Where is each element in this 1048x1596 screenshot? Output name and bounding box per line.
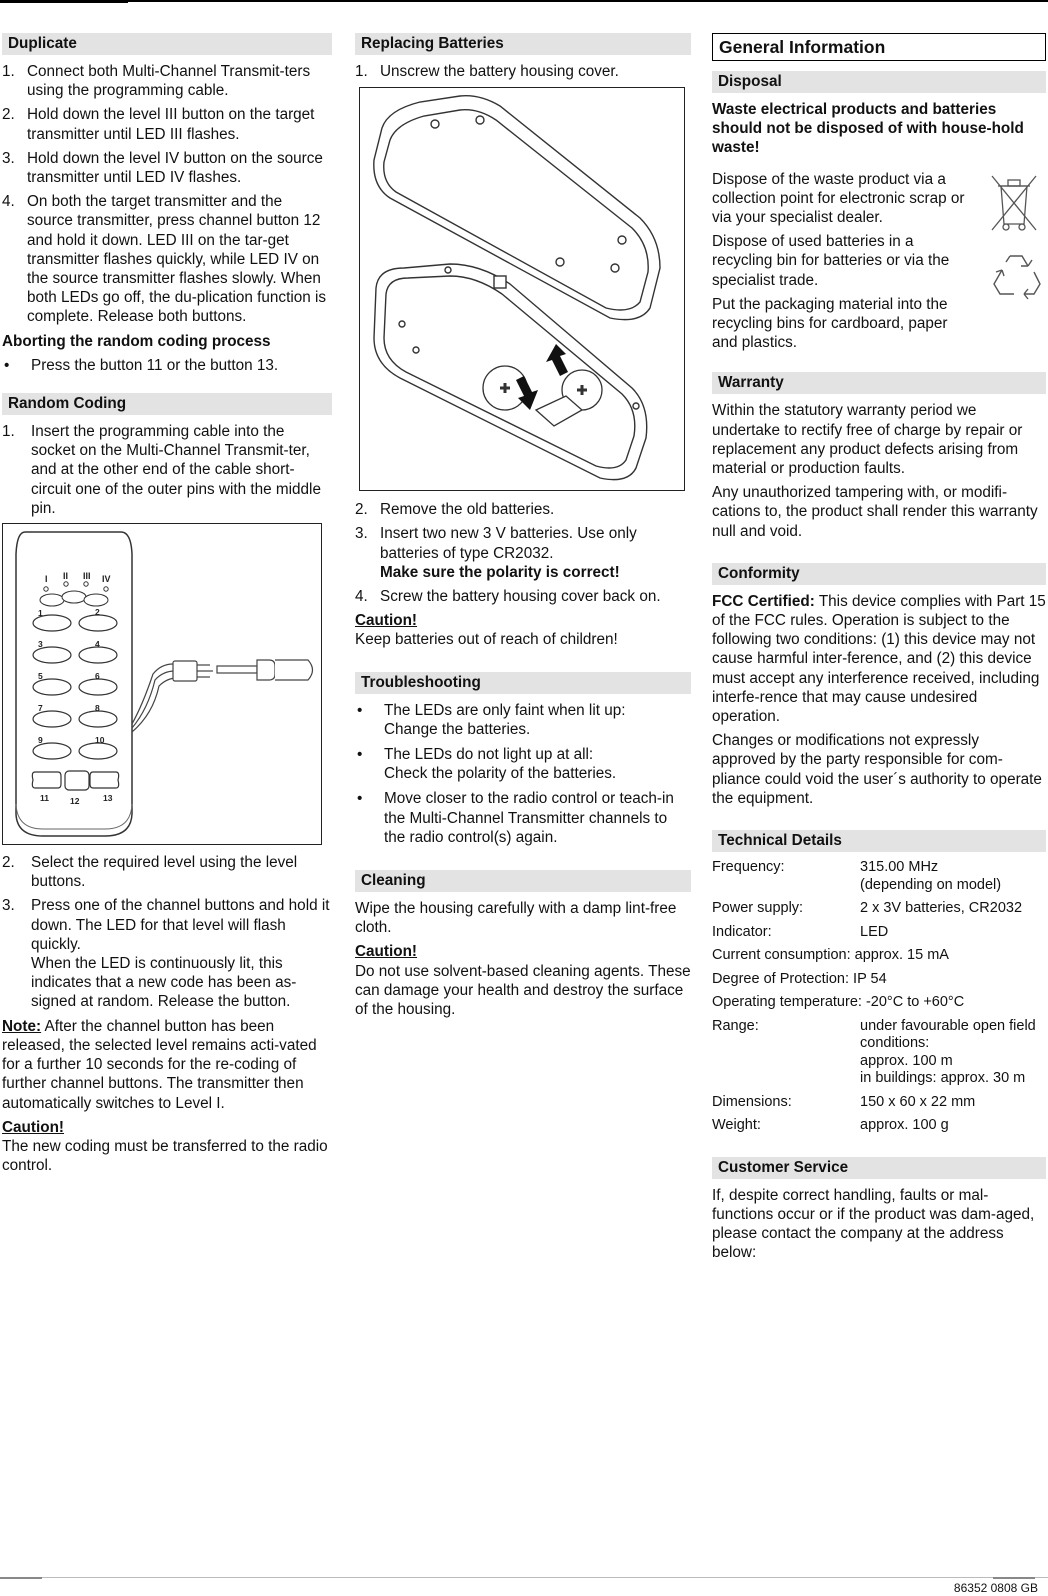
programming-cable-icon bbox=[132, 660, 313, 732]
list-item: • The LEDs do not light up at all: Check the polarity of the batteries. bbox=[357, 746, 617, 783]
section-title-customer-service: Customer Service bbox=[712, 1157, 1046, 1179]
section-title-cleaning: Cleaning bbox=[355, 870, 691, 892]
channel-button-8 bbox=[79, 711, 117, 727]
battery-steps-2 bbox=[355, 500, 691, 606]
footer-rule bbox=[0, 1577, 1048, 1578]
list-item: 3. Hold down the level IV button on the source transmitter until LED IV flashes. bbox=[2, 149, 323, 187]
fcc-paragraph: FCC Certified: This device complies with Part 15 of the FCC rules. Operation is subject to the following two conditions: (1) this device may not cause harmful inter-ference, and (2) this device must accept any interference received, including interfe-rence that may cause undesired operation. bbox=[712, 592, 1046, 726]
list-item: 2. Hold down the level III button on the target transmitter until LED III flashes. bbox=[2, 106, 315, 143]
battery-housing-illustration bbox=[360, 88, 684, 490]
caution-paragraph: Caution! Keep batteries out of reach of children! bbox=[355, 612, 618, 649]
button-label: 5 bbox=[38, 671, 43, 682]
list-item: 2. Select the required level using the level buttons. bbox=[2, 854, 298, 891]
channel-button-2 bbox=[79, 615, 117, 631]
disposal-text-2: Dispose of used batteries in a recycling bin for batteries or via the specialist trade. bbox=[712, 233, 950, 289]
list-item: • Press the button 11 or the button 13. bbox=[4, 356, 279, 374]
footer-rule-accent bbox=[993, 1577, 1035, 1579]
technical-table bbox=[712, 859, 1046, 947]
button-label: 9 bbox=[38, 735, 43, 746]
led-i-icon bbox=[44, 587, 48, 591]
button-label: 8 bbox=[95, 703, 100, 714]
level-button-ii bbox=[62, 591, 86, 603]
random-steps-2 bbox=[2, 853, 332, 1012]
caution-paragraph: Caution! Do not use solvent-based cleaning agents. These can damage your health and destroy the surface of the housing. bbox=[355, 943, 691, 1019]
list-item: 3. Press one of the channel buttons and hold it down. The LED for that level will flash quickly. When the LED is continuously lit, this indicates that a new code has been as-signed at random. Release the button. bbox=[2, 897, 330, 1011]
channel-button-9 bbox=[33, 743, 71, 759]
column-2 bbox=[355, 33, 691, 1024]
level-label: IV bbox=[102, 574, 111, 585]
column-3 bbox=[712, 33, 1046, 1267]
led-iii-icon bbox=[84, 582, 88, 586]
cleaning-text: Wipe the housing carefully with a damp lint-free cloth. bbox=[355, 900, 677, 937]
table-row: Indicator: LED bbox=[712, 923, 889, 940]
level-label: I bbox=[45, 574, 48, 585]
customer-service-text: If, despite correct handling, faults or mal-functions occur or if the product was dam-aged, please contact the company at the address below: bbox=[712, 1186, 1035, 1262]
disposal-text-1: Dispose of the waste product via a collection point for electronic scrap or via your specialist dealer. bbox=[712, 170, 965, 227]
button-label: 6 bbox=[95, 671, 100, 682]
button-label: 12 bbox=[70, 796, 80, 807]
section-title-conformity: Conformity bbox=[712, 563, 1046, 585]
crossed-bin-icon bbox=[984, 172, 1044, 234]
abort-heading: Aborting the random coding process bbox=[2, 332, 271, 350]
channel-button-12 bbox=[65, 771, 89, 790]
channel-button-3 bbox=[33, 647, 71, 663]
button-label: 7 bbox=[38, 703, 43, 714]
button-label: 11 bbox=[40, 793, 49, 804]
level-button-i bbox=[40, 594, 64, 606]
table-row: Power supply: 2 x 3V batteries, CR2032 bbox=[712, 900, 1023, 917]
disposal-text-3: Put the packaging material into the recycling bins for cardboard, paper and plastics. bbox=[712, 295, 948, 352]
channel-button-4 bbox=[79, 647, 117, 663]
column-1 bbox=[2, 33, 332, 1180]
troubleshooting-list bbox=[355, 701, 691, 847]
duplicate-steps bbox=[2, 62, 332, 327]
led-ii-icon bbox=[64, 582, 68, 586]
warranty-text-2: Any unauthorized tampering with, or modifi-cations to, the product shall render this warranty null and void. bbox=[712, 484, 1038, 540]
list-item: 1. Unscrew the battery housing cover. bbox=[355, 63, 619, 80]
channel-button-6 bbox=[79, 679, 117, 695]
battery-figure bbox=[359, 87, 685, 491]
operating-temperature: Operating temperature: -20°C to +60°C bbox=[712, 994, 965, 1011]
list-item: 1. Connect both Multi-Channel Transmit-ters using the programming cable. bbox=[2, 63, 311, 100]
footer-rule-accent bbox=[0, 1577, 42, 1579]
general-information-title: General Information bbox=[712, 33, 1046, 61]
channel-button-11 bbox=[32, 772, 61, 788]
top-rule bbox=[0, 0, 1048, 2]
list-item: • Move closer to the radio control or teach-in the Multi-Channel Transmitter channels to the radio control(s) again. bbox=[357, 790, 674, 846]
table-row: Dimensions: 150 x 60 x 22 mm bbox=[712, 1093, 976, 1110]
abort-list bbox=[2, 356, 332, 375]
list-item: 3. Insert two new 3 V batteries. Use only batteries of type CR2032. Make sure the polarity is correct! bbox=[355, 525, 637, 581]
disposal-warning: Waste electrical products and batteries should not be disposed of with house-hold waste! bbox=[712, 101, 1024, 157]
button-label: 10 bbox=[95, 735, 105, 746]
table-row: Range: under favourable open field conditions: approx. 100 m in buildings: approx. 30 m bbox=[712, 1017, 1036, 1087]
battery-steps-1 bbox=[355, 62, 691, 81]
warranty-text-1: Within the statutory warranty period we undertake to rectify free of charge by repair or replacement any product defects arising from material or production faults. bbox=[712, 402, 1023, 478]
section-title-technical: Technical Details bbox=[712, 830, 1046, 852]
section-title-random-coding: Random Coding bbox=[2, 393, 332, 415]
technical-table-2 bbox=[712, 1018, 1046, 1141]
level-label: III bbox=[83, 571, 91, 582]
section-title-duplicate: Duplicate bbox=[2, 33, 332, 55]
table-row: Weight: approx. 100 g bbox=[712, 1117, 949, 1134]
button-label: 3 bbox=[38, 639, 43, 650]
button-label: 2 bbox=[95, 607, 100, 618]
list-item: 1. Insert the programming cable into the socket on the Multi-Channel Transmit-ter, and at the other end of the cable short-circuit one of the outer pins with the middle pin. bbox=[2, 423, 321, 517]
channel-button-10 bbox=[79, 743, 117, 759]
recycling-icon bbox=[990, 248, 1042, 300]
list-item: 4. On both the target transmitter and the source transmitter, press channel button 12 and hold it down. LED III on the tar-get transmitter flashes quickly, while LED IV on the source transmitter flashes slowly. When both LEDs go off, the du-plication function is complete. Release both buttons. bbox=[2, 193, 327, 326]
channel-button-7 bbox=[33, 711, 71, 727]
section-title-warranty: Warranty bbox=[712, 372, 1046, 394]
button-label: 4 bbox=[95, 639, 100, 650]
button-label: 13 bbox=[103, 793, 113, 804]
table-row: Frequency: 315.00 MHz (depending on model) bbox=[712, 859, 1002, 893]
button-label: 1 bbox=[38, 608, 43, 619]
channel-button-13 bbox=[90, 772, 119, 788]
list-item: 2. Remove the old batteries. bbox=[355, 501, 555, 519]
random-steps-1 bbox=[2, 422, 332, 518]
note-paragraph: Note: After the channel button has been released, the selected level remains acti-vated for a further 10 seconds for the re-coding of further channel buttons. The transmitter then automatically switches to Level I. bbox=[2, 1017, 317, 1112]
level-label: II bbox=[63, 571, 69, 582]
section-title-batteries: Replacing Batteries bbox=[355, 33, 691, 55]
caution-paragraph: Caution! The new coding must be transferred to the radio control. bbox=[2, 1118, 328, 1175]
conformity-text-2: Changes or modifications not expressly approved by the party responsible for com-pliance could void the user´s authority to operate the equipment. bbox=[712, 732, 1042, 807]
degree-of-protection: Degree of Protection: IP 54 bbox=[712, 970, 887, 987]
section-title-troubleshooting: Troubleshooting bbox=[355, 672, 691, 694]
list-item: 4. Screw the battery housing cover back on. bbox=[355, 588, 661, 606]
disposal-block bbox=[712, 170, 1046, 353]
remote-control-illustration bbox=[3, 524, 321, 844]
channel-button-5 bbox=[33, 679, 71, 695]
top-rule-accent bbox=[0, 0, 128, 3]
section-title-disposal: Disposal bbox=[712, 71, 1046, 93]
led-iv-icon bbox=[104, 587, 108, 591]
remote-control-figure bbox=[2, 523, 322, 845]
document-code: 86352 0808 GB bbox=[953, 1581, 1038, 1595]
list-item: • The LEDs are only faint when lit up: Change the batteries. bbox=[357, 701, 626, 738]
level-button-iii bbox=[84, 594, 108, 606]
current-consumption: Current consumption: approx. 15 mA bbox=[712, 947, 949, 964]
